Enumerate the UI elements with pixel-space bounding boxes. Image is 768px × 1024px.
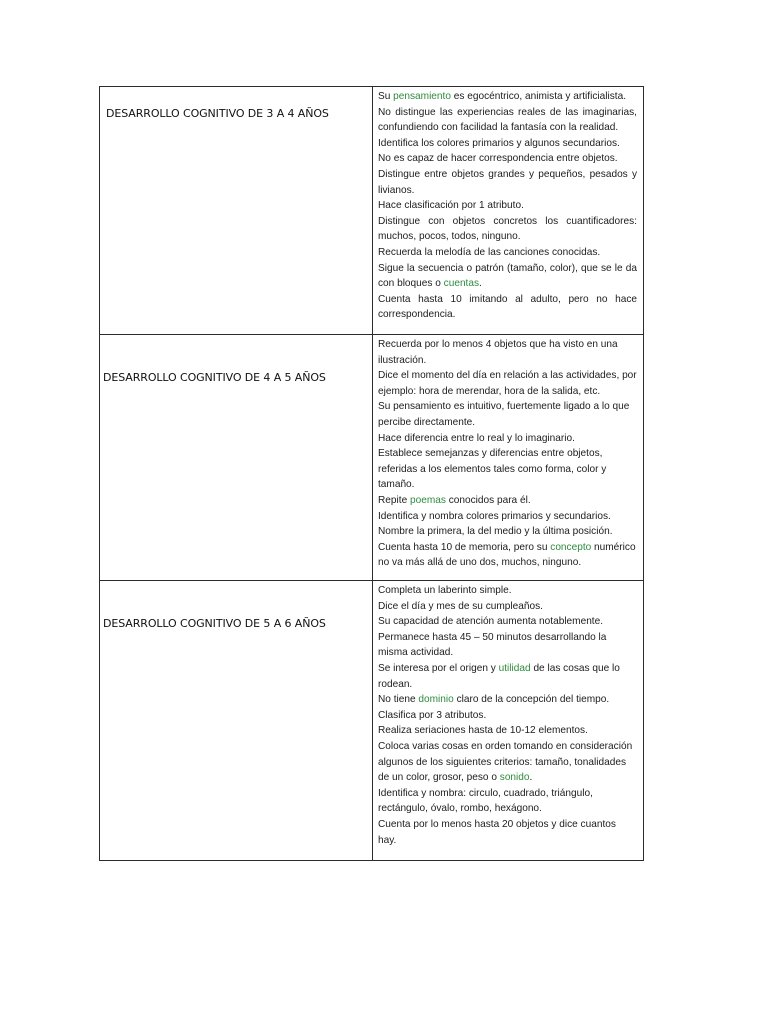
description-line [378,214,637,245]
description-line [378,292,637,323]
row-description [373,581,643,854]
line-text: . [479,278,482,290]
description-line [378,399,637,430]
row-description [373,335,643,577]
description-line [378,723,637,739]
table-row [100,87,644,335]
line-text: Su pensamiento es intuitivo, fuertemente ligado a lo que percibe directamente. [378,401,630,428]
line-text: Establece semejanzas y diferencias entre objetos, referidas a los elementos tales como forma, color y tamaño. [378,448,607,491]
description-line [378,337,637,368]
description-line [378,739,637,786]
line-text: conocidos para él. [445,494,531,506]
line-text: Cuenta hasta 10 de memoria, pero su [378,541,551,553]
line-text: No es capaz de hacer correspondencia entre objetos. [378,153,618,165]
row-title: DESARROLLO COGNITIVO DE 5 A 6 AÑOS [103,617,326,630]
line-text: Recuerda por lo menos 4 objetos que ha visto en una ilustración. [378,339,618,366]
line-text: es egocéntrico, animista y artificialista. [450,91,626,102]
description-line [378,817,637,848]
line-text: Repite [378,494,410,506]
description-line [378,167,637,198]
line-text: Clasifica por 3 atributos. [378,709,487,721]
description-line [378,599,637,615]
description-line [378,261,637,292]
description-line [378,136,637,152]
line-text: . [529,772,533,784]
line-text: Realiza seriaciones hasta de 10-12 elementos. [378,725,588,737]
row-title: DESARROLLO COGNITIVO DE 3 A 4 AÑOS [106,107,329,120]
description-line [378,245,637,261]
row-title: DESARROLLO COGNITIVO DE 4 A 5 AÑOS [103,371,326,384]
line-text: numérico no va más allá de uno dos, muchos, ninguno. [378,541,636,569]
description-line [378,583,637,599]
description-line [378,630,637,661]
line-text: Distingue entre objetos grandes y pequeños, pesados y livianos. [378,168,637,196]
line-text: No distingue las experiencias reales de las imaginarias, confundiendo con facilidad la fantasía con la realidad. [378,106,637,134]
line-text: No tiene [378,694,419,706]
keyword-link[interactable]: cuentas [443,278,480,290]
description-line [378,509,637,525]
description-line [378,493,637,509]
line-text: claro de la concepción del tiempo. [453,694,610,706]
description-line [378,431,637,447]
line-text: Nombre la primera, la del medio y la última posición. [378,526,613,538]
development-table [99,86,644,861]
description-line [378,661,637,692]
table-row [100,335,644,581]
description-line [378,708,637,724]
row-description-cell [373,335,644,581]
description-line [378,105,637,136]
line-text: Su capacidad de atención aumenta notablemente. [378,616,604,628]
line-text: Cuenta por lo menos hasta 20 objetos y dice cuantos hay. [378,818,616,846]
table-row [100,581,644,861]
row-label-cell [100,581,373,861]
description-line [378,524,637,540]
description-line [378,540,637,571]
line-text: Identifica los colores primarios y algunos secundarios. [378,137,620,149]
description-line [378,692,637,708]
keyword-link[interactable]: dominio [418,694,454,706]
keyword-link[interactable]: poemas [409,494,446,506]
description-line [378,151,637,167]
line-text: Identifica y nombra: circulo, cuadrado, triángulo, rectángulo, óvalo, rombo, hexágono. [378,787,593,815]
line-text: Su [378,91,394,102]
line-text: Permanece hasta 45 – 50 minutos desarrollando la misma actividad. [378,631,607,659]
line-text: Se interesa por el origen y [378,662,499,674]
description-line [378,89,637,105]
description-line [378,446,637,493]
keyword-link[interactable]: utilidad [498,662,531,674]
description-line [378,368,637,399]
row-label-cell [100,335,373,581]
description-line [378,198,637,214]
line-text: Completa un laberinto simple. [378,585,512,596]
line-text: Dice el momento del día en relación a las actividades, por ejemplo: hora de merendar, hora de la salida, etc. [378,370,637,397]
line-text: Dice el día y mes de su cumpleaños. [378,600,543,612]
line-text: Coloca varias cosas en orden tomando en consideración algunos de los siguientes criterios: tamaño, tonalidades de un color, grosor, peso o [378,740,633,784]
keyword-link[interactable]: sonido [499,772,530,784]
line-text: Hace clasificación por 1 atributo. [378,200,524,212]
line-text: Distingue con objetos concretos los cuantificadores: muchos, pocos, todos, ninguno. [378,215,637,243]
line-text: Sigue la secuencia o patrón (tamaño, color), que se le da con bloques o [378,262,637,290]
line-text: Hace diferencia entre lo real y lo imaginario. [378,432,575,444]
line-text: Recuerda la melodía de las canciones conocidas. [378,246,601,258]
row-description [373,87,643,329]
row-description-cell [373,581,644,861]
description-line [378,786,637,817]
row-description-cell [373,87,644,335]
keyword-link[interactable]: concepto [550,541,592,553]
row-label-cell [100,87,373,335]
line-text: Identifica y nombra colores primarios y secundarios. [378,510,611,522]
line-text: de las cosas que lo rodean. [378,662,620,690]
line-text: Cuenta hasta 10 imitando al adulto, pero no hace correspondencia. [378,293,637,321]
keyword-link[interactable]: pensamiento [393,91,451,102]
description-line [378,614,637,630]
